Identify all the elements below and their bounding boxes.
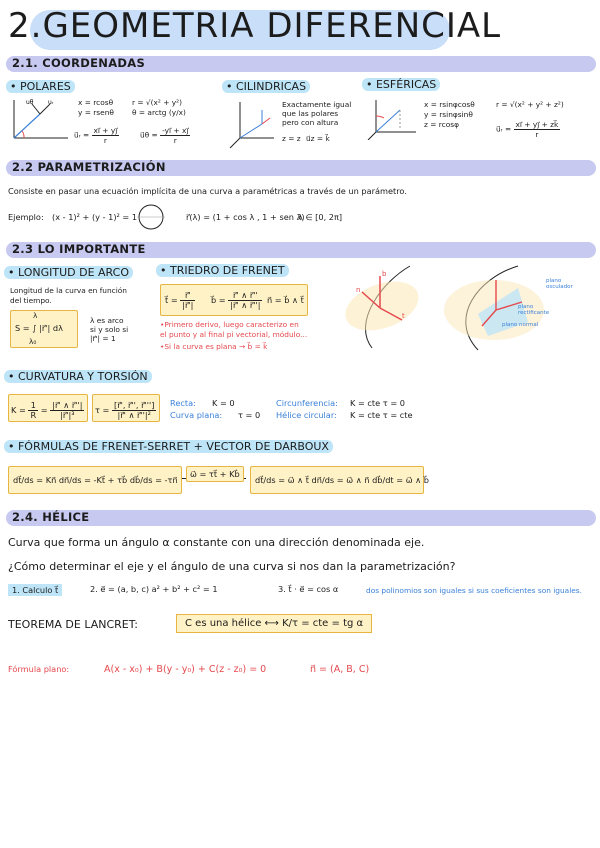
cyl-eq-z: z = z (282, 134, 301, 143)
fig-label-osculador: plano osculador (546, 278, 573, 290)
svg-text:b: b (382, 270, 387, 278)
darboux-formulas-box: dt⃗/ds = ω⃗ ∧ t⃗ dn⃗/ds = ω⃗ ∧ n⃗ db⃗/dt = ω⃗ ∧ b⃗ (250, 466, 424, 494)
polar-eq-theta: θ = arctg (y/x) (132, 108, 186, 117)
circle-diagram (134, 202, 168, 232)
polar-eq-r: r = √(x² + y²) (132, 98, 182, 107)
recta-value: K = 0 (212, 398, 235, 408)
arc-note-3: |r⃗'| = 1 (90, 334, 116, 343)
frenet-serret-box: dt⃗/ds = Kn⃗ dn⃗/ds = -Kt⃗ + τb⃗ db⃗/ds = -τn⃗ (8, 466, 182, 494)
sph-eq-z: z = rcosφ (424, 120, 459, 129)
circunferencia-label: Circunferencia: (276, 398, 338, 408)
frenet-label: • TRIEDRO DE FRENET (156, 264, 289, 277)
param-example-label: Ejemplo: (8, 212, 44, 222)
darboux-box: ω⃗ = τt⃗ + Kb⃗ (186, 466, 244, 482)
arc-length-label: • LONGITUD DE ARCO (4, 266, 133, 279)
frenet-note-2: el punto y al final pi vectorial, módulo... (160, 330, 308, 339)
section-bar-coordenadas: 2.1. COORDENADAS (6, 56, 596, 72)
frenet-serret-label: • FÓRMULAS DE FRENET-SERRET + VECTOR DE DARBOUX (4, 440, 333, 453)
cyl-note-1: Exactamente igual (282, 100, 352, 109)
curvature-box: K = $\frac{1}{R}$ = $\frac{|r⃗' \wedge r⃗''|}{\text{|r⃗'|³}}$ (8, 394, 88, 422)
param-example-param: r⃗(λ) = (1 + cos λ , 1 + sen λ) (186, 212, 305, 222)
lancret-formula-box: C es una hélice ⟷ K/τ = cte = tg α (176, 614, 372, 633)
plano-equation: A(x - x₀) + B(y - y₀) + C(z - z₀) = 0 (104, 664, 267, 675)
polares-label: • POLARES (6, 80, 75, 93)
cyl-note-2: que las polares (282, 109, 339, 118)
helice-step-3: 3. t⃗ · e⃗ = cos α (278, 584, 339, 594)
spherical-axes-diagram (366, 96, 422, 140)
frenet-formula-box: t⃗ = $\frac{r⃗'}{|r⃗'|}$ b⃗ = $\frac{r⃗' \wedge r⃗''}{|r⃗' \wedge r⃗''|}$ n⃗ = b⃗ ∧ t⃗ (160, 284, 308, 316)
page-title: 2.GEOMETRIA DIFERENCIAL (8, 6, 502, 46)
polar-ur: u⃗ᵣ = $\frac{xi⃗ + yj⃗}{r}$ (74, 126, 118, 145)
curva-plana-value: τ = 0 (238, 410, 261, 420)
curva-plana-label: Curva plana: (170, 410, 223, 420)
arc-desc-2: del tiempo. (10, 296, 52, 305)
polar-eq-x: x = rcosθ (78, 98, 114, 107)
helice-circular-value: K = cte τ = cte (350, 410, 413, 420)
arc-desc-1: Longitud de la curva en función (10, 286, 127, 295)
frenet-trihedron-figure (332, 262, 436, 352)
param-description: Consiste en pasar una ecuación implícita de una curva a paramétricas a través de un parámetro. (8, 186, 407, 196)
param-example-eq: (x - 1)² + (y - 1)² = 1 (52, 212, 138, 222)
helice-definition: Curva que forma un ángulo α constante con una dirección denominada eje. (8, 536, 425, 549)
sph-eq-y: y = rsinφsinθ (424, 110, 473, 119)
fig-label-rectificante: plano rectificante (518, 304, 550, 316)
arc-note-1: λ es arco (90, 316, 124, 325)
section-bar-importante: 2.3 LO IMPORTANTE (6, 242, 596, 258)
plano-label: Fórmula plano: (8, 664, 70, 674)
sph-eq-r: r = √(x² + y² + z²) (496, 100, 564, 109)
arc-formula-box: S = ∫ |r⃗'| dλ λ₀ λ (10, 310, 78, 348)
esfericas-label: • ESFÉRICAS (362, 78, 440, 91)
helice-circular-label: Hélice circular: (276, 410, 337, 420)
circunferencia-value: K = cte τ = 0 (350, 398, 405, 408)
param-example-range: λ ∈ [0, 2π] (298, 212, 343, 222)
sph-eq-x: x = rsinφcosθ (424, 100, 475, 109)
cyl-uz: u⃗z = k⃗ (306, 134, 330, 143)
arc-note-2: si y solo si (90, 325, 129, 334)
cyl-note-3: pero con altura (282, 118, 339, 127)
section-bar-helice: 2.4. HÉLICE (6, 510, 596, 526)
helice-step-2: 2. e⃗ = (a, b, c) a² + b² + c² = 1 (90, 584, 218, 594)
recta-label: Recta: (170, 398, 196, 408)
helice-step-1: 1. Calculo t⃗ (8, 584, 62, 596)
svg-text:t: t (402, 312, 405, 320)
cilindricas-label: • CILINDRICAS (222, 80, 310, 93)
lancret-label: TEOREMA DE LANCRET: (8, 618, 138, 631)
plano-normal: n⃗ = (A, B, C) (310, 664, 370, 675)
polar-eq-y: y = rsenθ (78, 108, 114, 117)
cylindrical-axes-diagram (228, 98, 278, 150)
frenet-note-3: •Si la curva es plana → b⃗ = k⃗ (160, 342, 268, 351)
section-bar-parametrizacion: 2.2 PARAMETRIZACIÓN (6, 160, 596, 176)
sph-ur: u⃗ᵣ = $\frac{xi⃗ + yj⃗ + zk⃗}{r}$ (496, 120, 559, 139)
frenet-note-1: •Primero derivo, luego caracterizo en (160, 320, 299, 329)
frenet-planes-figure (438, 262, 588, 352)
polar-utheta: u⃗θ = $\frac{-yi⃗ + xj⃗}{r}$ (140, 126, 189, 145)
svg-text:n: n (356, 286, 361, 294)
svg-text:uθ: uθ (26, 99, 34, 106)
helice-question: ¿Cómo determinar el eje y el ángulo de una curva si nos dan la parametrización? (8, 560, 456, 573)
fig-label-normal: plano normal (502, 322, 539, 328)
polar-axes-diagram (8, 96, 72, 144)
svg-text:uᵣ: uᵣ (48, 99, 54, 106)
curvature-torsion-label: • CURVATURA Y TORSIÓN (4, 370, 152, 383)
torsion-box: τ = $\frac{[r⃗', r⃗'', r⃗''']}{\text{|r⃗' ∧ r⃗''|²}}$ (92, 394, 160, 422)
helice-step-3-note: dos polinomios son iguales si sus coeficientes son iguales. (366, 586, 583, 595)
